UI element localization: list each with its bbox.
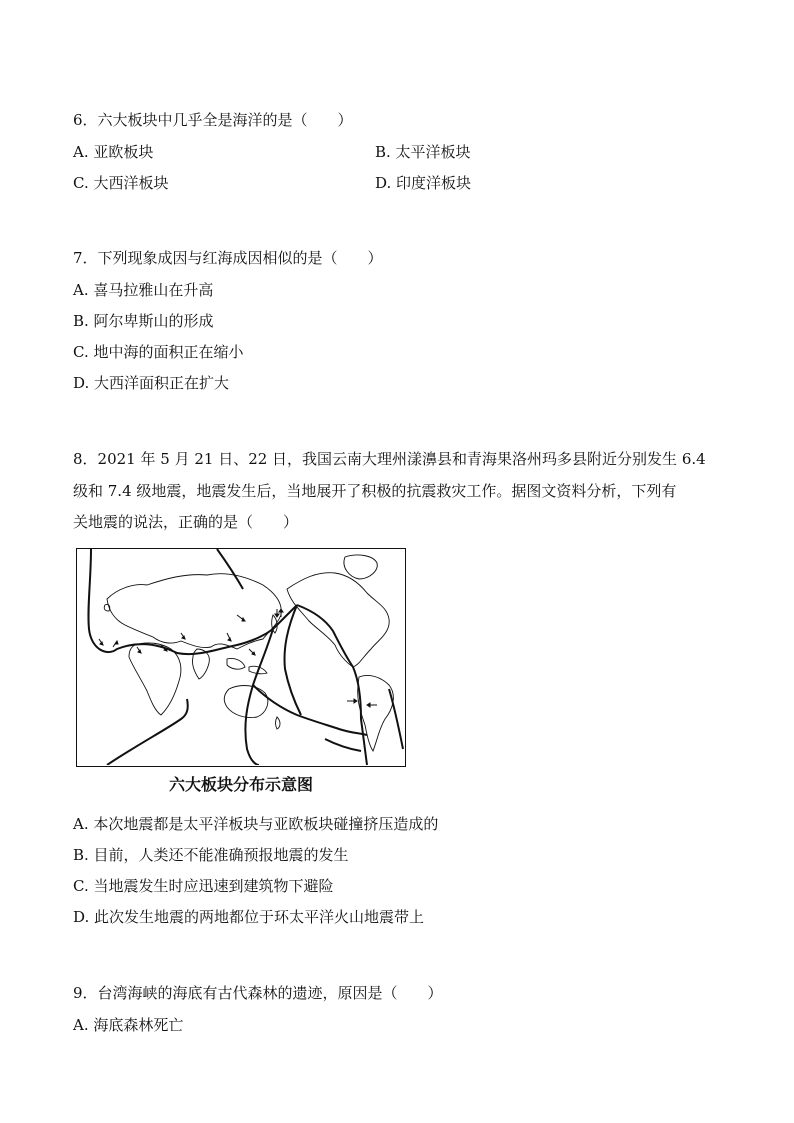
q7-option-b: B. 阿尔卑斯山的形成: [73, 312, 214, 330]
q7-stem: 7．下列现象成因与红海成因相似的是（ ）: [73, 249, 383, 267]
q7-option-d: D. 大西洋面积正在扩大: [73, 374, 230, 392]
q6-stem: 6．六大板块中几乎全是海洋的是（ ）: [73, 111, 353, 129]
q8-option-d: D. 此次发生地震的两地都位于环太平洋火山地震带上: [73, 908, 425, 926]
q6-option-c: C. 大西洋板块: [73, 174, 169, 192]
q8-option-a: A. 本次地震都是太平洋板块与亚欧板块碰撞挤压造成的: [73, 815, 439, 833]
q7-option-c: C. 地中海的面积正在缩小: [73, 343, 244, 361]
q8-stem-line-3: 关地震的说法，正确的是（ ）: [73, 513, 299, 531]
q8-stem-line-2: 级和 7.4 级地震，地震发生后，当地展开了积极的抗震救灾工作。据图文资料分析，下列有: [73, 482, 677, 500]
q6-option-b: B. 太平洋板块: [375, 143, 471, 161]
map-caption: 六大板块分布示意图: [168, 775, 313, 794]
q6-option-a: A. 亚欧板块: [73, 143, 154, 161]
q8-option-c: C. 当地震发生时应迅速到建筑物下避险: [73, 877, 334, 895]
plate-map-figure: [76, 548, 406, 767]
q6-option-d: D. 印度洋板块: [375, 174, 472, 192]
q8-stem-line-1: 8．2021 年 5 月 21 日、22 日，我国云南大理州漾濞县和青海果洛州玛多县附近分别发生 6.4: [73, 450, 706, 468]
plate-map-svg: [77, 549, 404, 765]
q7-option-a: A. 喜马拉雅山在升高: [73, 281, 214, 299]
q8-option-b: B. 目前，人类还不能准确预报地震的发生: [73, 846, 349, 864]
q9-option-a: A. 海底森林死亡: [73, 1016, 184, 1034]
q9-stem: 9．台湾海峡的海底有古代森林的遗迹，原因是（ ）: [73, 984, 443, 1002]
